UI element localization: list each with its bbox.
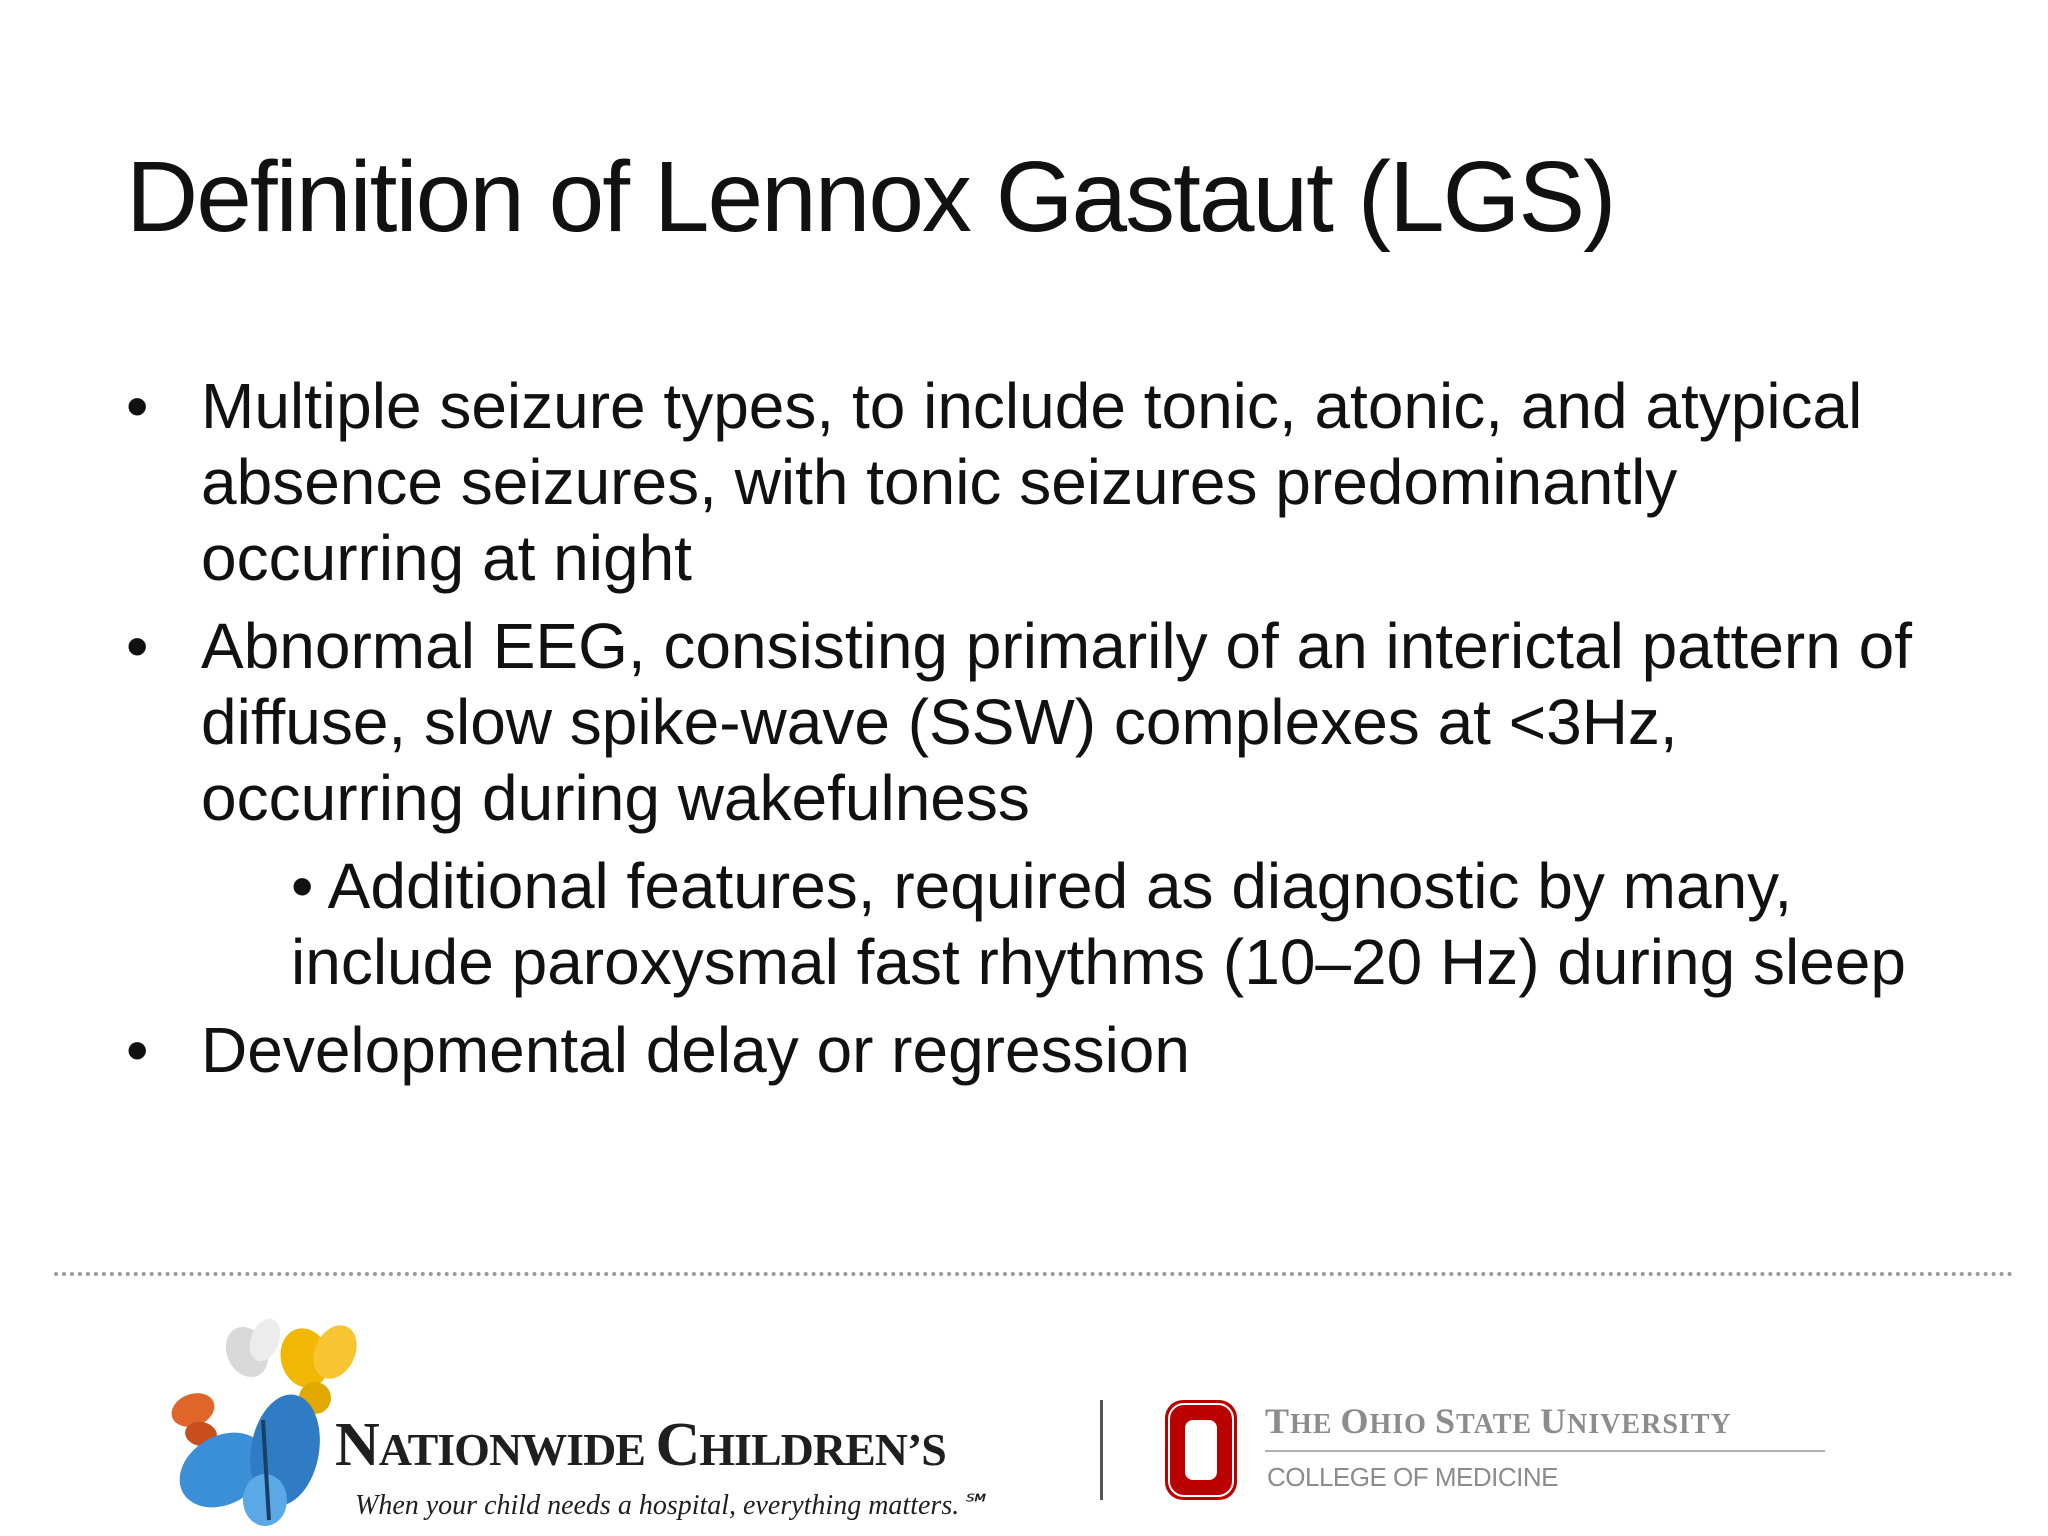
nationwide-childrens-logo [165,1310,1045,1530]
slide-title: Definition of Lennox Gastaut (LGS) [126,141,1615,253]
nch-tagline: When your child needs a hospital, everything matters.℠ [355,1490,988,1521]
osu-college: COLLEGE OF MEDICINE [1267,1462,1558,1492]
bullet-list [126,368,1926,1100]
osu-name: THE OHIO STATE UNIVERSITY [1265,1401,1732,1441]
bullet-item [126,608,1926,836]
logo-separator [1100,1400,1103,1500]
sub-bullet-text: • Additional features, required as diagnostic by many, include paroxysmal fast rhythms (10–20 Hz) during sleep [291,850,1906,998]
bullet-item [126,368,1926,596]
sub-bullet-item [291,848,2011,1000]
bullet-item [126,1012,1926,1088]
bullet-text: Developmental delay or regression [201,1014,1190,1086]
bullet-marker: • [126,1014,149,1086]
footer [0,1290,2048,1536]
footer-divider [54,1272,2014,1276]
bullet-marker: • [126,370,149,442]
osu-rule [1265,1450,1825,1452]
bullet-text: Multiple seizure types, to include tonic, atonic, and atypical absence seizures, with tonic seizures predominantly occurring at night [201,370,1863,594]
bullet-marker: • [126,610,149,682]
block-o-icon [1165,1400,1237,1500]
bullet-text: Abnormal EEG, consisting primarily of an interictal pattern of diffuse, slow spike-wave (SSW) complexes at <3Hz, occurring during wakefulness [201,610,1912,834]
nch-name: NATIONWIDE CHILDREN’S [335,1411,946,1479]
ohio-state-logo [1165,1400,1825,1520]
